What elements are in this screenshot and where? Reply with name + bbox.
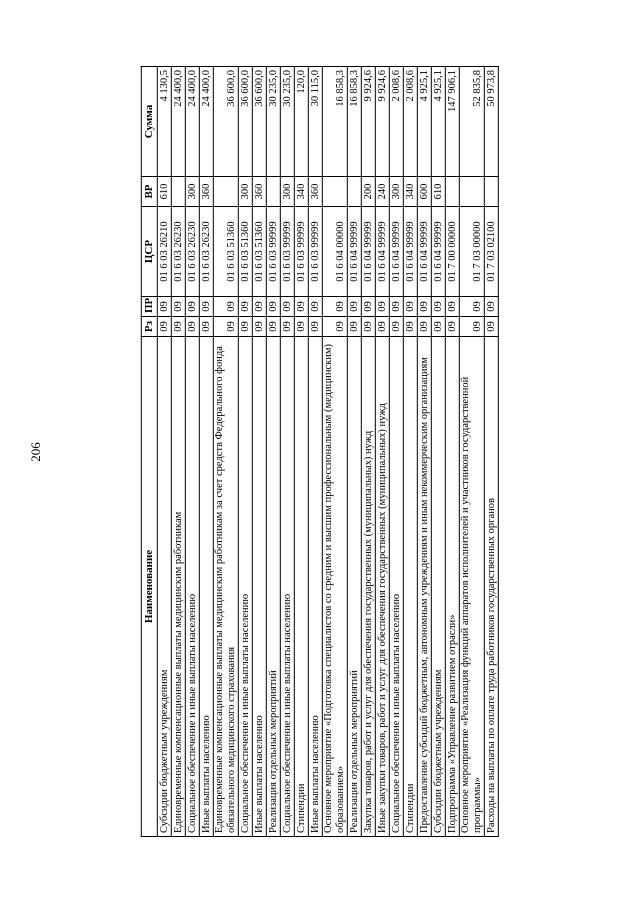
cell-rz: 09	[348, 317, 362, 337]
cell-sum: 16 858,3	[348, 67, 362, 177]
table-row	[171, 67, 185, 837]
cell-pr: 09	[418, 297, 432, 317]
cell-rz: 09	[213, 317, 238, 337]
cell-vr	[266, 177, 280, 207]
cell-vr: 600	[418, 177, 432, 207]
cell-pr: 09	[404, 297, 418, 317]
cell-pr: 09	[252, 297, 266, 317]
cell-sum: 30 115,0	[308, 67, 322, 177]
cell-csr: 01 6 03 99999	[308, 207, 322, 297]
table-row	[348, 67, 362, 837]
cell-name: Социальное обеспечение и иные выплаты населению	[280, 337, 294, 837]
cell-sum: 9 924,6	[362, 67, 376, 177]
cell-csr: 01 6 03 51360	[252, 207, 266, 297]
table-row	[294, 67, 308, 837]
cell-pr: 09	[238, 297, 252, 317]
table-row	[157, 67, 171, 837]
cell-sum: 24 400,0	[199, 67, 213, 177]
rotated-page-content	[141, 67, 499, 837]
cell-vr	[322, 177, 347, 207]
cell-sum: 24 400,0	[171, 67, 185, 177]
cell-name: Единовременные компенсационные выплаты медицинским работникам	[171, 337, 185, 837]
cell-name: Субсидии бюджетным учреждениям	[157, 337, 171, 837]
cell-vr: 300	[185, 177, 199, 207]
cell-vr	[446, 177, 460, 207]
cell-name: Основное мероприятие «Подготовка специалистов со средним и высшим профессиональным (медицинским) образованием»	[322, 337, 347, 837]
table-row	[213, 67, 238, 837]
cell-pr: 09	[266, 297, 280, 317]
cell-csr: 01 6 03 99999	[280, 207, 294, 297]
cell-sum: 52 835,8	[460, 67, 485, 177]
table-row	[404, 67, 418, 837]
cell-pr: 09	[308, 297, 322, 317]
cell-pr: 09	[199, 297, 213, 317]
cell-name: Социальное обеспечение и иные выплаты населению	[185, 337, 199, 837]
cell-name: Реализация отдельных мероприятий	[266, 337, 280, 837]
cell-name: Единовременные компенсационные выплаты медицинским работникам за счет средств Федерального фонда обязательного медицинского страхования	[213, 337, 238, 837]
cell-csr: 01 6 04 99999	[376, 207, 390, 297]
cell-sum: 9 924,6	[376, 67, 390, 177]
cell-name: Подпрограмма «Управление развитием отрасли»	[446, 337, 460, 837]
cell-pr: 09	[390, 297, 404, 317]
cell-vr: 610	[432, 177, 446, 207]
cell-rz: 09	[485, 317, 499, 337]
table-row	[252, 67, 266, 837]
cell-rz: 09	[294, 317, 308, 337]
cell-name: Стипендии	[294, 337, 308, 837]
table-row	[362, 67, 376, 837]
cell-vr	[171, 177, 185, 207]
header-csr: ЦСР	[141, 207, 157, 297]
header-sum: Сумма	[141, 67, 157, 177]
cell-pr: 09	[446, 297, 460, 317]
table-row	[266, 67, 280, 837]
cell-name: Иные закупки товаров, работ и услуг для обеспечения государственных (муниципальных) нужд	[376, 337, 390, 837]
cell-sum: 2 008,6	[404, 67, 418, 177]
cell-name: Реализация отдельных мероприятий	[348, 337, 362, 837]
table-row	[485, 67, 499, 837]
cell-csr: 01 6 04 00000	[322, 207, 347, 297]
cell-csr: 01 6 03 26230	[185, 207, 199, 297]
cell-name: Иные выплаты населению	[308, 337, 322, 837]
cell-name: Предоставление субсидий бюджетным, автономным учреждениям и иным некоммерческим организациям	[418, 337, 432, 837]
cell-name: Социальное обеспечение и иные выплаты населению	[390, 337, 404, 837]
cell-rz: 09	[432, 317, 446, 337]
table-row	[308, 67, 322, 837]
cell-pr: 09	[460, 297, 485, 317]
cell-vr: 340	[294, 177, 308, 207]
table-row	[446, 67, 460, 837]
cell-rz: 09	[266, 317, 280, 337]
table-row	[418, 67, 432, 837]
cell-rz: 09	[418, 317, 432, 337]
cell-rz: 09	[404, 317, 418, 337]
cell-rz: 09	[238, 317, 252, 337]
cell-sum: 36 600,0	[213, 67, 238, 177]
cell-csr: 01 6 03 51360	[238, 207, 252, 297]
cell-csr: 01 6 03 26230	[171, 207, 185, 297]
cell-vr	[485, 177, 499, 207]
cell-sum: 36 600,0	[238, 67, 252, 177]
cell-rz: 09	[362, 317, 376, 337]
cell-pr: 09	[185, 297, 199, 317]
table-row	[322, 67, 347, 837]
cell-csr: 01 6 04 99999	[348, 207, 362, 297]
cell-vr: 360	[308, 177, 322, 207]
cell-name: Иные выплаты населению	[199, 337, 213, 837]
cell-csr: 01 6 04 99999	[362, 207, 376, 297]
cell-sum: 50 973,8	[485, 67, 499, 177]
cell-vr: 360	[252, 177, 266, 207]
cell-rz: 09	[446, 317, 460, 337]
cell-csr: 01 6 03 26230	[199, 207, 213, 297]
cell-rz: 09	[390, 317, 404, 337]
cell-vr	[460, 177, 485, 207]
cell-pr: 09	[171, 297, 185, 317]
cell-rz: 09	[280, 317, 294, 337]
cell-csr: 01 6 03 51360	[213, 207, 238, 297]
cell-name: Социальное обеспечение и иные выплаты населению	[238, 337, 252, 837]
cell-sum: 4 130,5	[157, 67, 171, 177]
page-number: 206	[28, 442, 43, 462]
cell-sum: 30 235,0	[280, 67, 294, 177]
cell-name: Стипендии	[404, 337, 418, 837]
table-row	[390, 67, 404, 837]
cell-vr: 200	[362, 177, 376, 207]
header-vr: ВР	[141, 177, 157, 207]
cell-pr: 09	[376, 297, 390, 317]
cell-name: Расходы на выплаты по оплате труда работников государственных органов	[485, 337, 499, 837]
header-pr: ПР	[141, 297, 157, 317]
cell-csr: 01 6 04 99999	[390, 207, 404, 297]
header-rz: Рз	[141, 317, 157, 337]
cell-name: Основное мероприятие «Реализация функций аппаратов исполнителей и участников государственной программы»	[460, 337, 485, 837]
cell-vr: 300	[390, 177, 404, 207]
cell-rz: 09	[252, 317, 266, 337]
cell-vr: 240	[376, 177, 390, 207]
cell-csr: 01 6 04 99999	[432, 207, 446, 297]
cell-rz: 09	[185, 317, 199, 337]
cell-vr: 610	[157, 177, 171, 207]
cell-pr: 09	[213, 297, 238, 317]
cell-sum: 2 008,6	[390, 67, 404, 177]
table-row	[238, 67, 252, 837]
budget-table	[141, 66, 499, 837]
cell-rz: 09	[460, 317, 485, 337]
cell-vr: 360	[199, 177, 213, 207]
cell-rz: 09	[199, 317, 213, 337]
cell-sum: 120,0	[294, 67, 308, 177]
cell-vr	[348, 177, 362, 207]
cell-rz: 09	[171, 317, 185, 337]
cell-rz: 09	[376, 317, 390, 337]
cell-pr: 09	[294, 297, 308, 317]
header-name: Наименование	[141, 337, 157, 837]
cell-pr: 09	[322, 297, 347, 317]
cell-name: Закупка товаров, работ и услуг для обеспечения государственных (муниципальных) нужд	[362, 337, 376, 837]
cell-name: Иные выплаты населению	[252, 337, 266, 837]
cell-sum: 147 906,1	[446, 67, 460, 177]
cell-sum: 30 235,0	[266, 67, 280, 177]
cell-csr: 01 7 00 00000	[446, 207, 460, 297]
cell-vr	[213, 177, 238, 207]
cell-pr: 09	[280, 297, 294, 317]
cell-csr: 01 7 03 00000	[460, 207, 485, 297]
cell-pr: 09	[157, 297, 171, 317]
table-row	[199, 67, 213, 837]
cell-sum: 24 400,0	[185, 67, 199, 177]
cell-sum: 36 600,0	[252, 67, 266, 177]
cell-csr: 01 6 04 99999	[404, 207, 418, 297]
cell-sum: 4 925,1	[432, 67, 446, 177]
table-body	[157, 67, 498, 837]
cell-vr: 340	[404, 177, 418, 207]
cell-rz: 09	[157, 317, 171, 337]
cell-csr: 01 6 03 99999	[266, 207, 280, 297]
cell-vr: 300	[280, 177, 294, 207]
table-row	[432, 67, 446, 837]
table-header-row	[141, 67, 157, 837]
cell-csr: 01 6 03 99999	[294, 207, 308, 297]
cell-csr: 01 6 04 99999	[418, 207, 432, 297]
cell-vr: 300	[238, 177, 252, 207]
cell-pr: 09	[362, 297, 376, 317]
cell-csr: 01 7 03 02100	[485, 207, 499, 297]
table-row	[185, 67, 199, 837]
cell-pr: 09	[485, 297, 499, 317]
cell-csr: 01 6 03 26210	[157, 207, 171, 297]
table-row	[460, 67, 485, 837]
table-row	[280, 67, 294, 837]
cell-sum: 4 925,1	[418, 67, 432, 177]
table-row	[376, 67, 390, 837]
cell-name: Субсидии бюджетным учреждениям	[432, 337, 446, 837]
cell-pr: 09	[348, 297, 362, 317]
cell-pr: 09	[432, 297, 446, 317]
cell-sum: 16 858,3	[322, 67, 347, 177]
cell-rz: 09	[308, 317, 322, 337]
cell-rz: 09	[322, 317, 347, 337]
